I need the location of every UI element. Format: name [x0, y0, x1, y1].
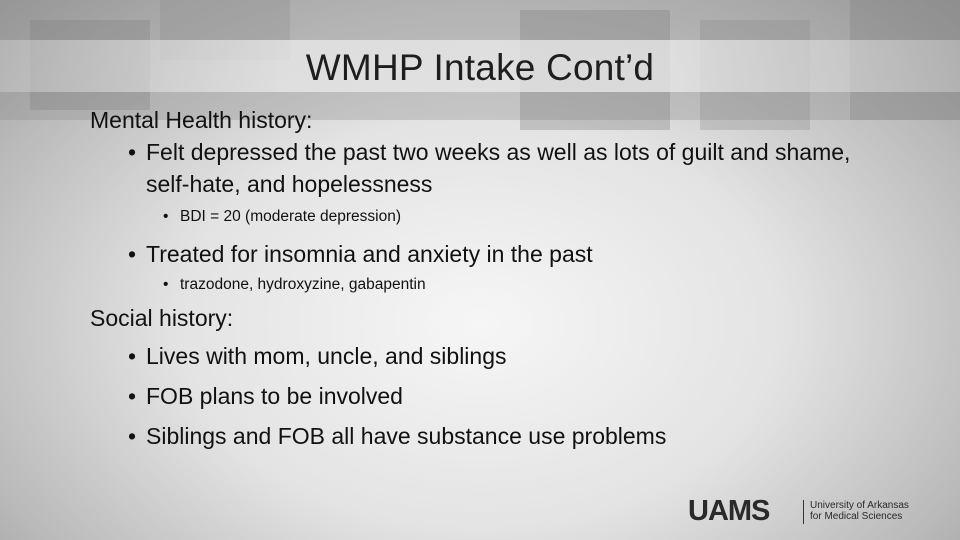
bullet-item [128, 136, 890, 200]
bullet-icon: • [163, 276, 169, 293]
bullet-icon: • [128, 383, 137, 409]
logo-text-line2: for Medical Sciences [810, 511, 903, 522]
bullet-icon: • [128, 343, 137, 369]
sub-bullet-item [163, 206, 890, 228]
bullet-item [128, 380, 890, 412]
bullet-item [128, 420, 890, 452]
sub-bullet-item [163, 274, 890, 296]
slide-body [90, 104, 890, 452]
bullet-icon: • [128, 423, 137, 449]
bullet-icon: • [128, 139, 137, 165]
section-heading-mental-health: Mental Health history: [90, 107, 313, 133]
bullet-icon: • [163, 208, 169, 225]
uams-logo [688, 496, 938, 530]
bullet-text: Felt depressed the past two weeks as well as lots of guilt and shame, self-hate, and hopelessness [146, 139, 851, 197]
logo-mark: UAMS [688, 495, 770, 527]
bullet-text: FOB plans to be involved [146, 383, 403, 409]
slide-title: WMHP Intake Cont’d [305, 47, 655, 88]
bullet-text: Siblings and FOB all have substance use problems [146, 423, 667, 449]
sub-bullet-text: trazodone, hydroxyzine, gabapentin [180, 276, 426, 293]
logo-divider [803, 500, 804, 524]
logo-text [810, 500, 909, 522]
bullet-icon: • [128, 241, 137, 267]
bullet-item [128, 238, 890, 270]
section-heading-social: Social history: [90, 305, 234, 331]
bullet-text: Treated for insomnia and anxiety in the past [146, 241, 593, 267]
logo-text-line1: University of Arkansas [810, 500, 909, 511]
sub-bullet-text: BDI = 20 (moderate depression) [180, 208, 401, 225]
bullet-text: Lives with mom, uncle, and siblings [146, 343, 507, 369]
bullet-item [128, 340, 890, 372]
